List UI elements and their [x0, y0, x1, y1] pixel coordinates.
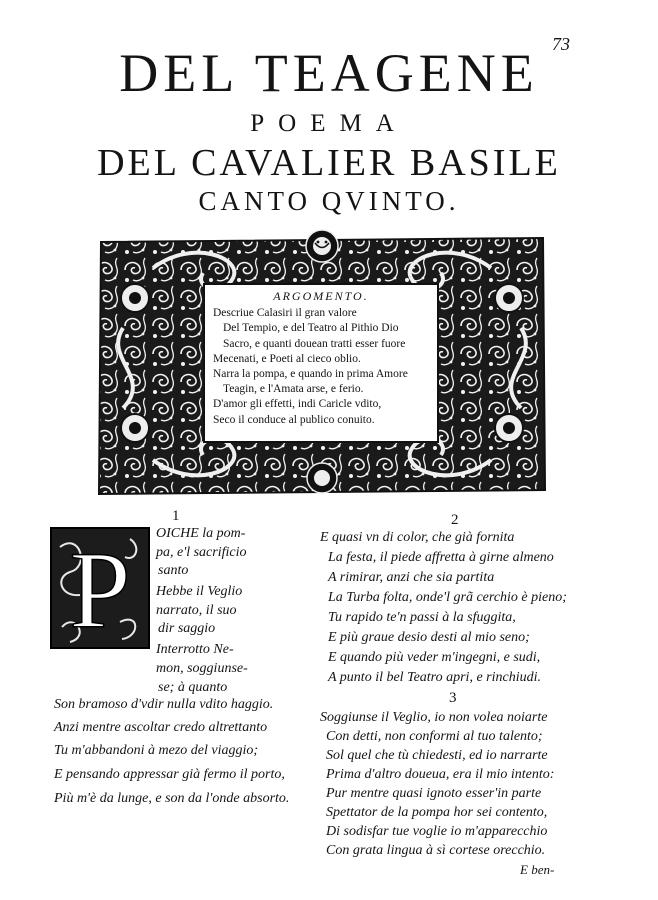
verse-line: Hebbe il Veglio	[156, 584, 243, 599]
stanza-number-3: 3	[449, 690, 457, 706]
title-line-1: DEL TEAGENE	[119, 43, 539, 103]
argomento-box	[203, 283, 439, 443]
verse-line: dir saggio	[158, 621, 216, 636]
verse-line: Pur mentre quasi ignoto esser'in parte	[326, 786, 542, 801]
verse-line: OICHE la pom-	[156, 526, 246, 541]
argomento-heading: ARGOMENTO.	[273, 289, 369, 303]
decorated-initial-icon	[50, 527, 150, 649]
stanza-number-2: 2	[451, 512, 459, 528]
verse-line: E più graue desio desti al mio seno;	[328, 630, 530, 645]
decorated-initial	[50, 527, 150, 649]
argomento-line: Seco il conduce al publico conuito.	[213, 413, 375, 426]
stanza-number-1: 1	[172, 508, 180, 524]
verse-line: Anzi mentre ascoltar credo altrettanto	[54, 720, 268, 735]
argomento-line: Narra la pompa, e quando in prima Amore	[213, 368, 408, 381]
argomento-line: D'amor gli effetti, indi Caricle vdito,	[213, 398, 382, 411]
argomento-line: Teagin, e l'Amata arse, e ferio.	[223, 383, 364, 396]
verse-line: pa, e'l sacrificio	[156, 545, 247, 560]
verse-line: E quando più veder m'ingegni, e sudi,	[328, 650, 541, 665]
ornamental-frame	[93, 228, 551, 500]
verse-line: Interrotto Ne-	[156, 642, 234, 657]
verse-line: E pensando appressar già fermo il porto,	[54, 767, 285, 782]
verse-line: A punto il bel Teatro apri, e rinchiudi.	[328, 670, 541, 685]
title-line-4: CANTO QVINTO.	[198, 186, 460, 216]
verse-line: santo	[158, 563, 189, 578]
page-number: 73	[552, 34, 570, 54]
verse-line: La Turba folta, onde'l grã cerchio è pieno;	[328, 590, 567, 605]
argomento-line: Del Tempio, e del Teatro al Pithio Dio	[223, 322, 399, 335]
verse-line: La festa, il piede affretta à girne almeno	[328, 550, 554, 565]
verse-line: Con grata lingua à sì cortese orecchio.	[326, 843, 546, 858]
title-line-3: DEL CAVALIER BASILE	[97, 142, 561, 184]
verse-line: A rimirar, anzi che sia partita	[328, 570, 495, 585]
verse-line: Di sodisfar tue voglie io m'apparecchio	[326, 824, 548, 839]
verse-line: narrato, il suo	[156, 603, 237, 618]
verse-line: E quasi vn di color, che già fornita	[320, 530, 515, 545]
verse-line: Con detti, non conformi al tuo talento;	[326, 729, 543, 744]
argomento-line: Mecenati, e Poeti al cieco oblio.	[213, 352, 361, 365]
argomento-line: Sacro, e quanti douean tratti esser fuore	[223, 337, 406, 350]
title-line-2: POEMA	[250, 110, 408, 137]
verse-line: Sol quel che tù chiedesti, ed io narrarte	[326, 748, 548, 763]
verse-line: mon, soggiunse-	[156, 661, 248, 676]
verse-line: Prima d'altro doueua, era il mio intento:	[326, 767, 555, 782]
verse-line: se; à quanto	[158, 680, 228, 695]
verse-line: Spettator de la pompa hor sei contento,	[326, 805, 548, 820]
initial-letter: P	[69, 529, 131, 649]
catchword: E ben-	[520, 862, 555, 877]
verse-line: Son bramoso d'vdir nulla vdito haggio.	[54, 697, 274, 712]
verse-line: Più m'è da lunge, e son da l'onde absorto.	[54, 791, 290, 806]
verse-line: Tu m'abbandoni à mezo del viaggio;	[54, 743, 259, 758]
verse-line: Tu rapido te'n passi à la sfuggita,	[328, 610, 516, 625]
verse-line: Soggiunse il Veglio, io non volea noiarte	[320, 710, 548, 725]
argomento-line: Descriue Calasiri il gran valore	[213, 307, 357, 320]
